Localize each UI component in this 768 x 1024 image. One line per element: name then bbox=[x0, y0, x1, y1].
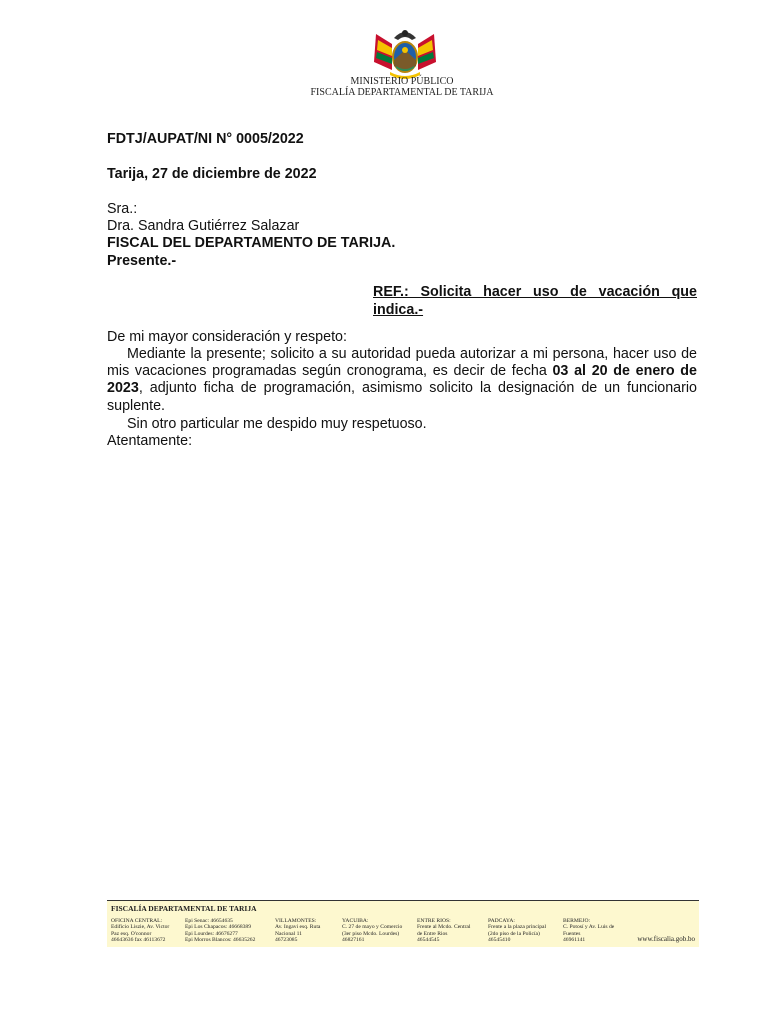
body-text-part2: , adjunto ficha de programación, asimismo solicito la designación de un funcionario suplente. bbox=[107, 380, 697, 414]
place-date: Tarija, 27 de diciembre de 2022 bbox=[107, 166, 317, 182]
sign-off: Atentamente: bbox=[107, 433, 193, 449]
footer-villamontes: VILLAMONTES: Av. Ingavi esq. Ruta Nacional 11 46723085 bbox=[275, 918, 321, 943]
footer-website: www.fiscalia.gob.bo bbox=[637, 935, 695, 943]
footer-title: FISCALÍA DEPARTAMENTAL DE TARIJA bbox=[111, 904, 257, 913]
recipient-name: Dra. Sandra Gutiérrez Salazar bbox=[107, 218, 300, 234]
header-ministry: MINISTERIO PÚBLICO bbox=[350, 76, 454, 87]
footer-bermejo: BERMEJO: C. Potosí y Av. Luis de Fuentes 46961141 bbox=[563, 918, 615, 943]
presente: Presente.- bbox=[107, 253, 177, 269]
footer-padcaya: PADCAYA: Frente a la plaza principal (2do piso de la Policía) 46545410 bbox=[488, 918, 547, 943]
footer-office-central: OFICINA CENTRAL: Edificio Liszie, Av. Victor Paz esq. O'connor 46643636 fax 46113672 bbox=[111, 918, 170, 943]
body-paragraph bbox=[107, 346, 697, 415]
reference-number: FDTJ/AUPAT/NI N° 0005/2022 bbox=[107, 131, 304, 147]
vacation-dates: 03 al 20 de enero de 2023 bbox=[107, 363, 697, 397]
footer-entre-rios: ENTRE RIOS: Frente al Mcdo. Central de Entre Rios 46544545 bbox=[417, 918, 471, 943]
footer-epi-offices: Epi Senac: 46654635 Epi Los Chapacos: 46668389 Epi Lourdes: 46676277 Epi Morros Blancos: 46635262 bbox=[185, 918, 256, 943]
reference-subject: REF.: Solicita hacer uso de vacación que indica.- bbox=[373, 284, 697, 318]
recipient-title: FISCAL DEL DEPARTAMENTO DE TARIJA. bbox=[107, 235, 396, 251]
footer-yacuiba: YACUIBA: C. 27 de mayo y Comercio (3er piso Mcdo. Lourdes) 46827161 bbox=[342, 918, 403, 943]
coat-of-arms-icon bbox=[372, 26, 438, 80]
greeting: De mi mayor consideración y respeto: bbox=[107, 329, 347, 345]
salutation: Sra.: bbox=[107, 201, 138, 217]
header-office: FISCALÍA DEPARTAMENTAL DE TARIJA bbox=[310, 87, 494, 98]
body-text-part1: Mediante la presente; solicito a su autoridad pueda autorizar a mi persona, hacer uso de mis vacaciones programadas según cronograma, es decir de fecha bbox=[107, 346, 697, 380]
footer bbox=[107, 900, 699, 947]
closing: Sin otro particular me despido muy respetuoso. bbox=[127, 416, 427, 432]
